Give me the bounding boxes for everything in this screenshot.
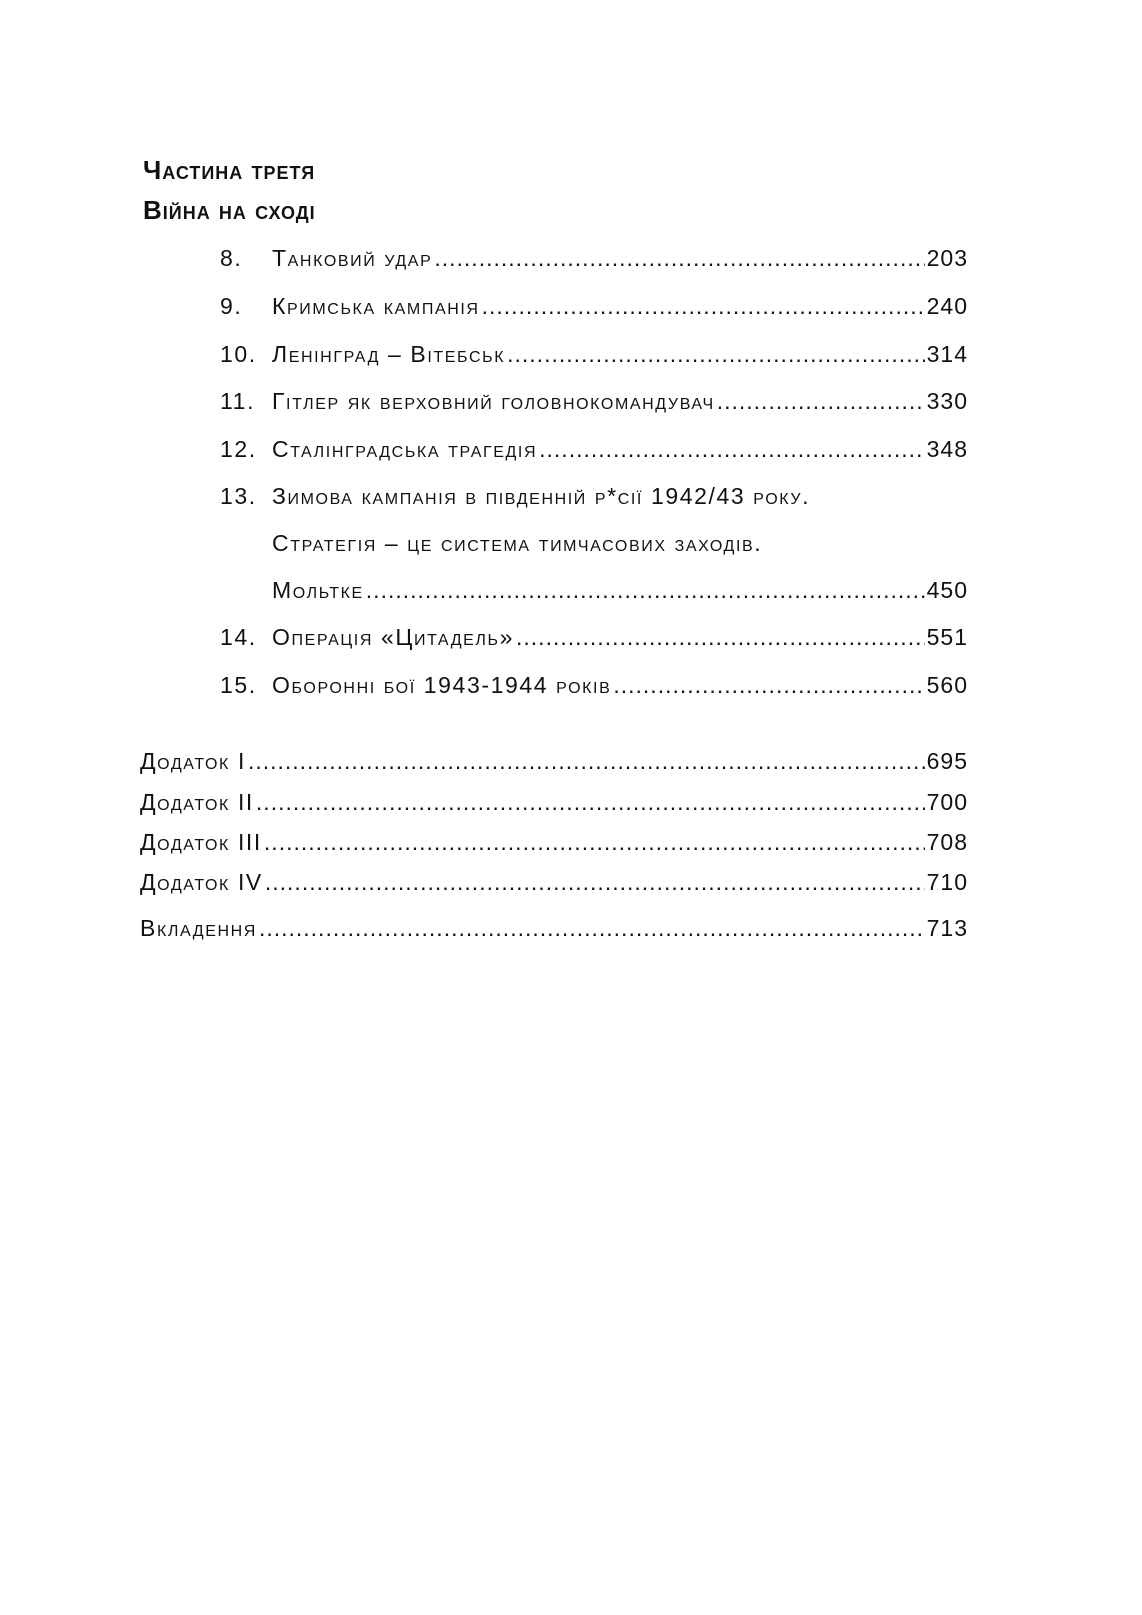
part-label: Частина третя — [143, 155, 316, 185]
appendix-title: Додаток III — [140, 829, 262, 855]
dot-leader — [717, 386, 925, 416]
chapter-number: 9. — [220, 293, 243, 319]
chapter-number: 11. — [220, 388, 256, 414]
page-number: 695 — [926, 748, 968, 774]
appendix-title: Додаток I — [140, 748, 246, 774]
page-number: 708 — [926, 829, 968, 855]
dot-leader — [248, 746, 925, 776]
page-number: 710 — [926, 869, 968, 895]
chapter-number: 12. — [220, 436, 257, 462]
page-number: 560 — [926, 672, 968, 698]
dot-leader — [256, 787, 925, 817]
chapter-number: 8. — [220, 245, 243, 271]
chapter-title: Сталінградська трагедія — [272, 436, 538, 462]
toc-entry-chapter-13-line-3[interactable] — [272, 575, 968, 605]
toc-entry-attachment[interactable] — [140, 913, 968, 943]
toc-entry-appendix-4[interactable] — [140, 867, 968, 897]
dot-leader — [482, 291, 925, 321]
chapter-number: 13. — [220, 483, 257, 509]
chapter-number: 14. — [220, 624, 257, 650]
appendix-title: Додаток IV — [140, 869, 263, 895]
appendix-title: Вкладення — [140, 915, 257, 941]
toc-entry-chapter-10[interactable] — [220, 339, 968, 369]
chapter-subtitle: Стратегія – це система тимчасових заходів. — [272, 530, 763, 556]
dot-leader — [264, 827, 925, 857]
chapter-number: 15. — [220, 672, 257, 698]
toc-entry-chapter-13-line-1[interactable] — [220, 481, 810, 511]
toc-entry-chapter-14[interactable] — [220, 622, 968, 652]
dot-leader — [434, 243, 924, 273]
appendix-title: Додаток II — [140, 789, 254, 815]
page-number: 551 — [926, 624, 968, 650]
page-number: 240 — [926, 293, 968, 319]
page-number: 314 — [926, 341, 968, 367]
toc-entry-chapter-11[interactable] — [220, 386, 968, 416]
page-number: 713 — [926, 915, 968, 941]
chapter-title: Операція «Цитадель» — [272, 624, 515, 650]
toc-entry-chapter-15[interactable] — [220, 670, 968, 700]
page-number: 203 — [926, 245, 968, 271]
part-heading — [143, 150, 316, 230]
toc-entry-chapter-9[interactable] — [220, 291, 968, 321]
toc-entry-chapter-13-line-2 — [272, 528, 762, 558]
toc-entry-chapter-12[interactable] — [220, 434, 968, 464]
chapter-title: Ленінград – Вітебськ — [272, 341, 506, 367]
toc-entry-appendix-3[interactable] — [140, 827, 968, 857]
chapter-title: Кримська кампанія — [272, 293, 480, 319]
chapter-title: Гітлер як верховний головнокомандувач — [272, 388, 715, 414]
chapter-title: Зимова кампанія в південній р*сії 1942/43 року. — [272, 483, 811, 509]
dot-leader — [613, 670, 924, 700]
chapter-title: Танковий удар — [272, 245, 433, 271]
chapter-title: Оборонні бої 1943-1944 років — [272, 672, 612, 698]
toc-entry-appendix-1[interactable] — [140, 746, 968, 776]
dot-leader — [507, 339, 925, 369]
chapter-subtitle-author: Мольтке — [272, 577, 364, 603]
dot-leader — [366, 575, 925, 605]
toc-entry-appendix-2[interactable] — [140, 787, 968, 817]
dot-leader — [516, 622, 925, 652]
chapter-number: 10. — [220, 341, 257, 367]
dot-leader — [259, 913, 925, 943]
page-number: 348 — [926, 436, 968, 462]
page-number: 700 — [926, 789, 968, 815]
part-title: Війна на сході — [143, 195, 316, 225]
page-number: 450 — [926, 577, 968, 603]
page-number: 330 — [926, 388, 968, 414]
toc-entry-chapter-8[interactable] — [220, 243, 968, 273]
dot-leader — [265, 867, 925, 897]
dot-leader — [539, 434, 924, 464]
